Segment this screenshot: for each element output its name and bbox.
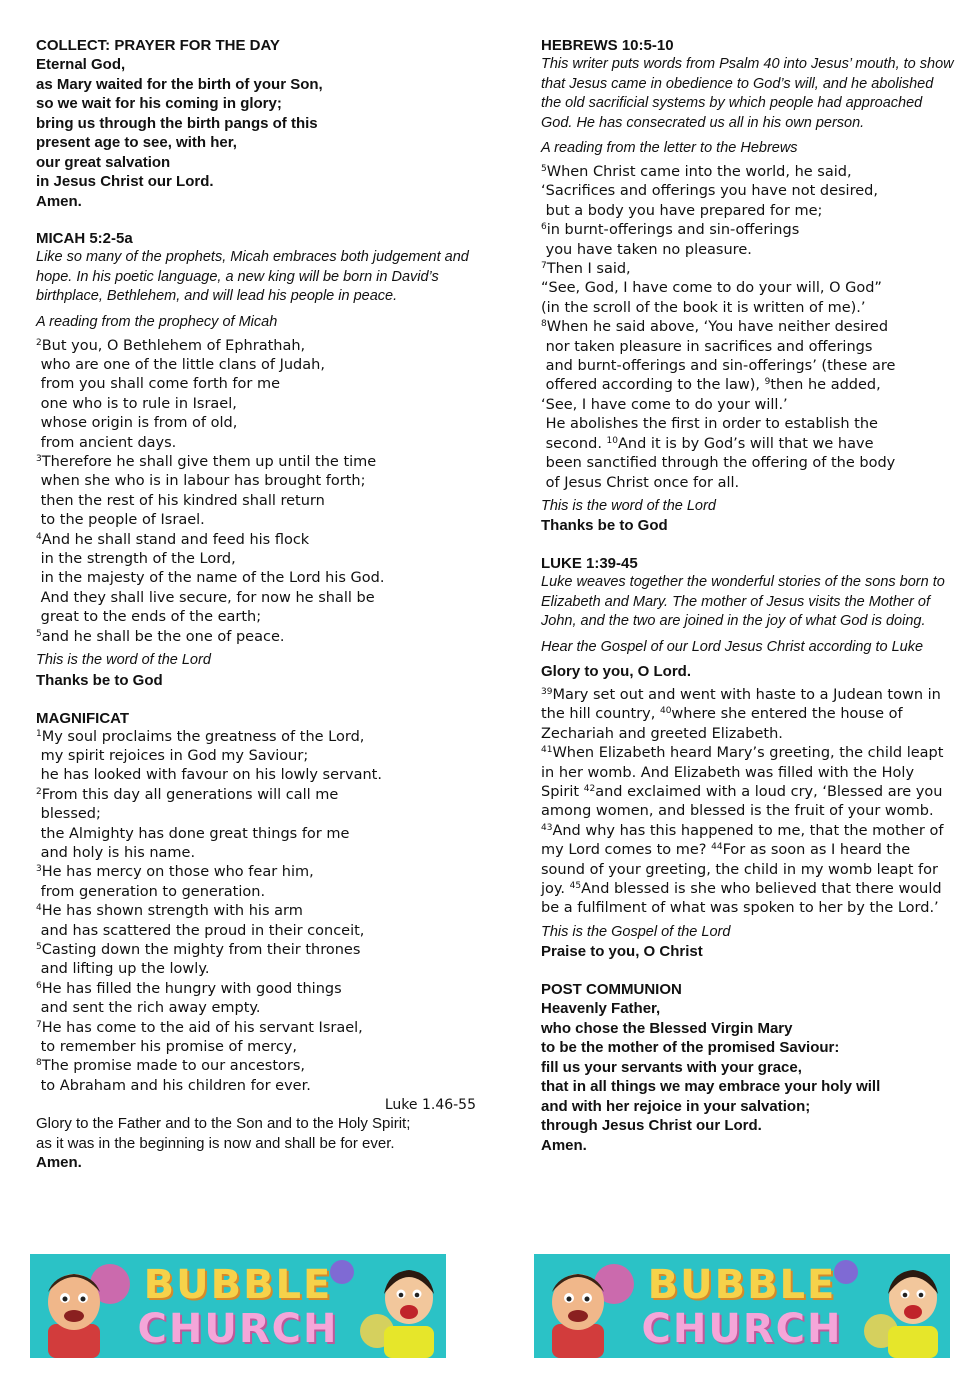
magnificat-verse: [36, 941, 476, 980]
verse-text: And he shall stand and feed his flock in the strength of the Lord, in the majesty of the name of the Lord his God. And they shall live secure, for now he shall be great to the ends of the earth;: [40, 531, 385, 626]
magnificat-verse: [36, 902, 476, 941]
verse-number: 8: [541, 319, 547, 330]
verse-number: 44: [711, 842, 723, 853]
verse-number: 10: [606, 435, 618, 446]
post-communion-line: Heavenly Father,: [541, 1000, 661, 1018]
verse-number: 39: [541, 686, 553, 697]
left-column: [36, 36, 476, 1191]
banner-title-line1: BUBBLE: [647, 1262, 837, 1308]
collect-amen: Amen.: [36, 192, 82, 210]
verse-text: He has mercy on those who fear him, from generation to generation.: [40, 864, 314, 900]
magnificat-verse: [36, 786, 476, 864]
verse-text: He has filled the hungry with good things and sent the rich away empty.: [40, 980, 342, 1017]
magnificat-verse: [36, 1019, 476, 1058]
puppet-girl-icon: [374, 1254, 444, 1358]
verse-text: My soul proclaims the greatness of the Lord, my spirit rejoices in God my Saviour; he has looked with favour on his lowly servant.: [40, 728, 382, 784]
micah-verse: [36, 628, 476, 647]
gloria-line: as it was in the beginning is now and shall be for ever.: [36, 1134, 395, 1152]
hebrews-verse: [541, 318, 956, 493]
post-communion-line: who chose the Blessed Virgin Mary: [541, 1019, 793, 1037]
hebrews-verse: [541, 221, 956, 260]
magnificat-verse: [36, 1057, 476, 1096]
micah-intro: Like so many of the prophets, Micah embraces both judgement and hope. In his poetic language, a new king will be born in David’s birthplace, Bethlehem, and will lead his people in peace.: [36, 249, 469, 304]
verse-text: He has shown strength with his arm and has scattered the proud in their conceit,: [40, 903, 365, 939]
collect-line: present age to see, with her,: [36, 134, 237, 151]
banner-title-line1: BUBBLE: [143, 1262, 333, 1308]
micah-reading-intro: A reading from the prophecy of Micah: [36, 313, 278, 330]
verse-text: where she entered the house of Zechariah and greeted Elizabeth.: [541, 706, 903, 742]
banner-title-line2: CHURCH: [641, 1306, 843, 1352]
gloria-line: Glory to the Father and to the Son and to the Holy Spirit;: [36, 1115, 411, 1133]
verse-number: 9: [764, 377, 771, 388]
banner-title-line2: CHURCH: [137, 1306, 339, 1352]
luke-reading-response: Glory to you, O Lord.: [541, 662, 691, 680]
verse-text: Therefore he shall give them up until the time when she who is in labour has brought forth; then the rest of his kindred shall return to the people of Israel.: [40, 453, 377, 529]
collect-line: our great salvation: [36, 153, 171, 171]
magnificat-verse: [36, 863, 476, 902]
verse-number: 45: [569, 880, 582, 891]
verse-text: And why has this happened to me, that the mother of my Lord comes to me?: [541, 822, 944, 859]
post-communion-line: and with her rejoice in your salvation;: [541, 1097, 811, 1115]
verse-number: 43: [541, 822, 553, 833]
verse-number: 7: [36, 1019, 42, 1030]
verse-text: The promise made to our ancestors, to Abraham and his children for ever.: [40, 1058, 311, 1094]
hebrews-intro: This writer puts words from Psalm 40 into Jesus’ mouth, to show that Jesus came in obedience to God’s will, and he abolished the old sacrificial systems by which people had approached God. He has consecrated us all in his own person.: [541, 56, 954, 131]
verse-text: Casting down the mighty from their thrones and lifting up the lowly.: [40, 941, 361, 978]
verse-number: 3: [36, 453, 42, 464]
micah-verse: [36, 453, 476, 531]
post-communion-line: through Jesus Christ our Lord.: [541, 1117, 762, 1135]
verse-text: in burnt-offerings and sin-offerings you have taken no pleasure.: [545, 222, 800, 258]
hebrews-heading: HEBREWS 10:5-10: [541, 37, 674, 54]
hebrews-closing: This is the word of the Lord: [541, 497, 716, 514]
verse-number: 5: [36, 941, 42, 952]
collect-section: [36, 36, 476, 211]
verse-number: 1: [36, 728, 42, 739]
verse-number: 8: [36, 1058, 42, 1069]
magnificat-reference: Luke 1.46-55: [384, 1097, 476, 1114]
verse-number: 5: [36, 628, 42, 639]
hebrews-verse: [541, 163, 956, 221]
collect-heading: COLLECT: PRAYER FOR THE DAY: [36, 37, 280, 54]
bubble-church-banner: [30, 1254, 446, 1358]
verse-text: And blessed is she who believed that there would be a fulfilment of what was spoken to her by the Lord.’: [541, 880, 942, 917]
post-communion-line: to be the mother of the promised Saviour:: [541, 1039, 840, 1057]
micah-response: Thanks be to God: [36, 671, 163, 689]
hebrews-reading-intro: A reading from the letter to the Hebrews: [541, 140, 798, 156]
post-communion-section: [541, 980, 956, 1155]
verse-number: 2: [36, 786, 42, 797]
magnificat-verse: [36, 728, 476, 786]
verse-text: and exclaimed with a loud cry, ‘Blessed are you among women, and blessed is the fruit of your womb.: [541, 783, 943, 820]
luke-section: [541, 554, 956, 962]
verse-text: then he added, ‘See, I have come to do your will.’ He abolishes the first in order to establish the second.: [541, 377, 881, 452]
hebrews-section: [541, 36, 956, 536]
verse-number: 7: [541, 261, 547, 272]
verse-number: 6: [541, 222, 547, 233]
verse-number: 3: [36, 864, 42, 875]
post-communion-amen: Amen.: [541, 1136, 587, 1154]
verse-number: 6: [36, 980, 42, 991]
luke-intro: Luke weaves together the wonderful stories of the sons born to Elizabeth and Mary. The mother of Jesus visits the Mother of John, and the two are joined in the joy of what God is doing.: [541, 574, 945, 630]
luke-reading-intro: Hear the Gospel of our Lord Jesus Christ according to Luke: [541, 638, 924, 655]
collect-line: so we wait for his coming in glory;: [36, 95, 282, 112]
bubble-church-banner: [534, 1254, 950, 1358]
micah-heading: MICAH 5:2-5a: [36, 230, 133, 247]
verse-number: 2: [36, 337, 42, 348]
hebrews-response: Thanks be to God: [541, 517, 668, 535]
collect-line: bring us through the birth pangs of this: [36, 114, 318, 132]
magnificat-heading: MAGNIFICAT: [36, 709, 130, 727]
verse-text: When he said above, ‘You have neither desired nor taken pleasure in sacrifices and offerings and burnt-offerings and sin-offerings’ (these are offered according to the law),: [545, 319, 896, 394]
verse-number: 41: [541, 745, 553, 756]
verse-text: When Elizabeth heard Mary’s greeting, the child leapt in her womb. And Elizabeth was filled with the Holy Spirit: [541, 745, 944, 800]
luke-closing: This is the Gospel of the Lord: [541, 923, 731, 940]
verse-number: 4: [36, 903, 42, 914]
verse-number: 4: [36, 531, 42, 542]
collect-line: as Mary waited for the birth of your Son,: [36, 75, 323, 93]
post-communion-heading: POST COMMUNION: [541, 981, 682, 999]
micah-verse: [36, 337, 476, 453]
verse-text: When Christ came into the world, he said, ‘Sacrifices and offerings you have not desired, but a body you have prepared for me;: [541, 164, 878, 219]
verse-text: For as soon as I heard the sound of your greeting, the child in my womb leapt for joy.: [541, 842, 938, 897]
verse-text: Then I said, “See, God, I have come to do your will, O God” (in the scroll of the book it is written of me).’: [541, 261, 882, 316]
collect-line: in Jesus Christ our Lord.: [36, 173, 214, 190]
micah-closing: This is the word of the Lord: [36, 652, 211, 668]
luke-response: Praise to you, O Christ: [541, 943, 703, 961]
right-column: [541, 36, 956, 1173]
micah-section: [36, 229, 476, 691]
collect-line: Eternal God,: [36, 56, 126, 73]
verse-number: 42: [583, 783, 596, 794]
puppet-girl-icon: [878, 1254, 948, 1358]
verse-text: He has come to the aid of his servant Israel, to remember his promise of mercy,: [40, 1019, 363, 1055]
verse-text: But you, O Bethlehem of Ephrathah, who are one of the little clans of Judah, from you shall come forth for me one who is to rule in Israel, whose origin is from of old, from ancient days.: [40, 337, 325, 451]
hebrews-verse: [541, 260, 956, 318]
post-communion-line: fill us your servants with your grace,: [541, 1058, 802, 1076]
verse-text: Mary set out and went with haste to a Judean town in the hill country,: [541, 686, 941, 723]
verse-text: and he shall be the one of peace.: [41, 628, 285, 645]
verse-text: And it is by God’s will that we have been sanctified through the offering of the body of Jesus Christ once for all.: [545, 435, 896, 491]
verse-text: From this day all generations will call me blessed; the Almighty has done great things for me and holy is his name.: [40, 786, 350, 861]
luke-heading: LUKE 1:39-45: [541, 555, 638, 573]
post-communion-line: that in all things we may embrace your holy will: [541, 1078, 881, 1096]
luke-passage: [541, 686, 956, 919]
verse-number: 5: [541, 164, 547, 174]
verse-number: 40: [659, 706, 672, 717]
magnificat-section: [36, 709, 476, 1173]
magnificat-amen: Amen.: [36, 1154, 82, 1172]
magnificat-verse: [36, 980, 476, 1019]
micah-verse: [36, 531, 476, 628]
